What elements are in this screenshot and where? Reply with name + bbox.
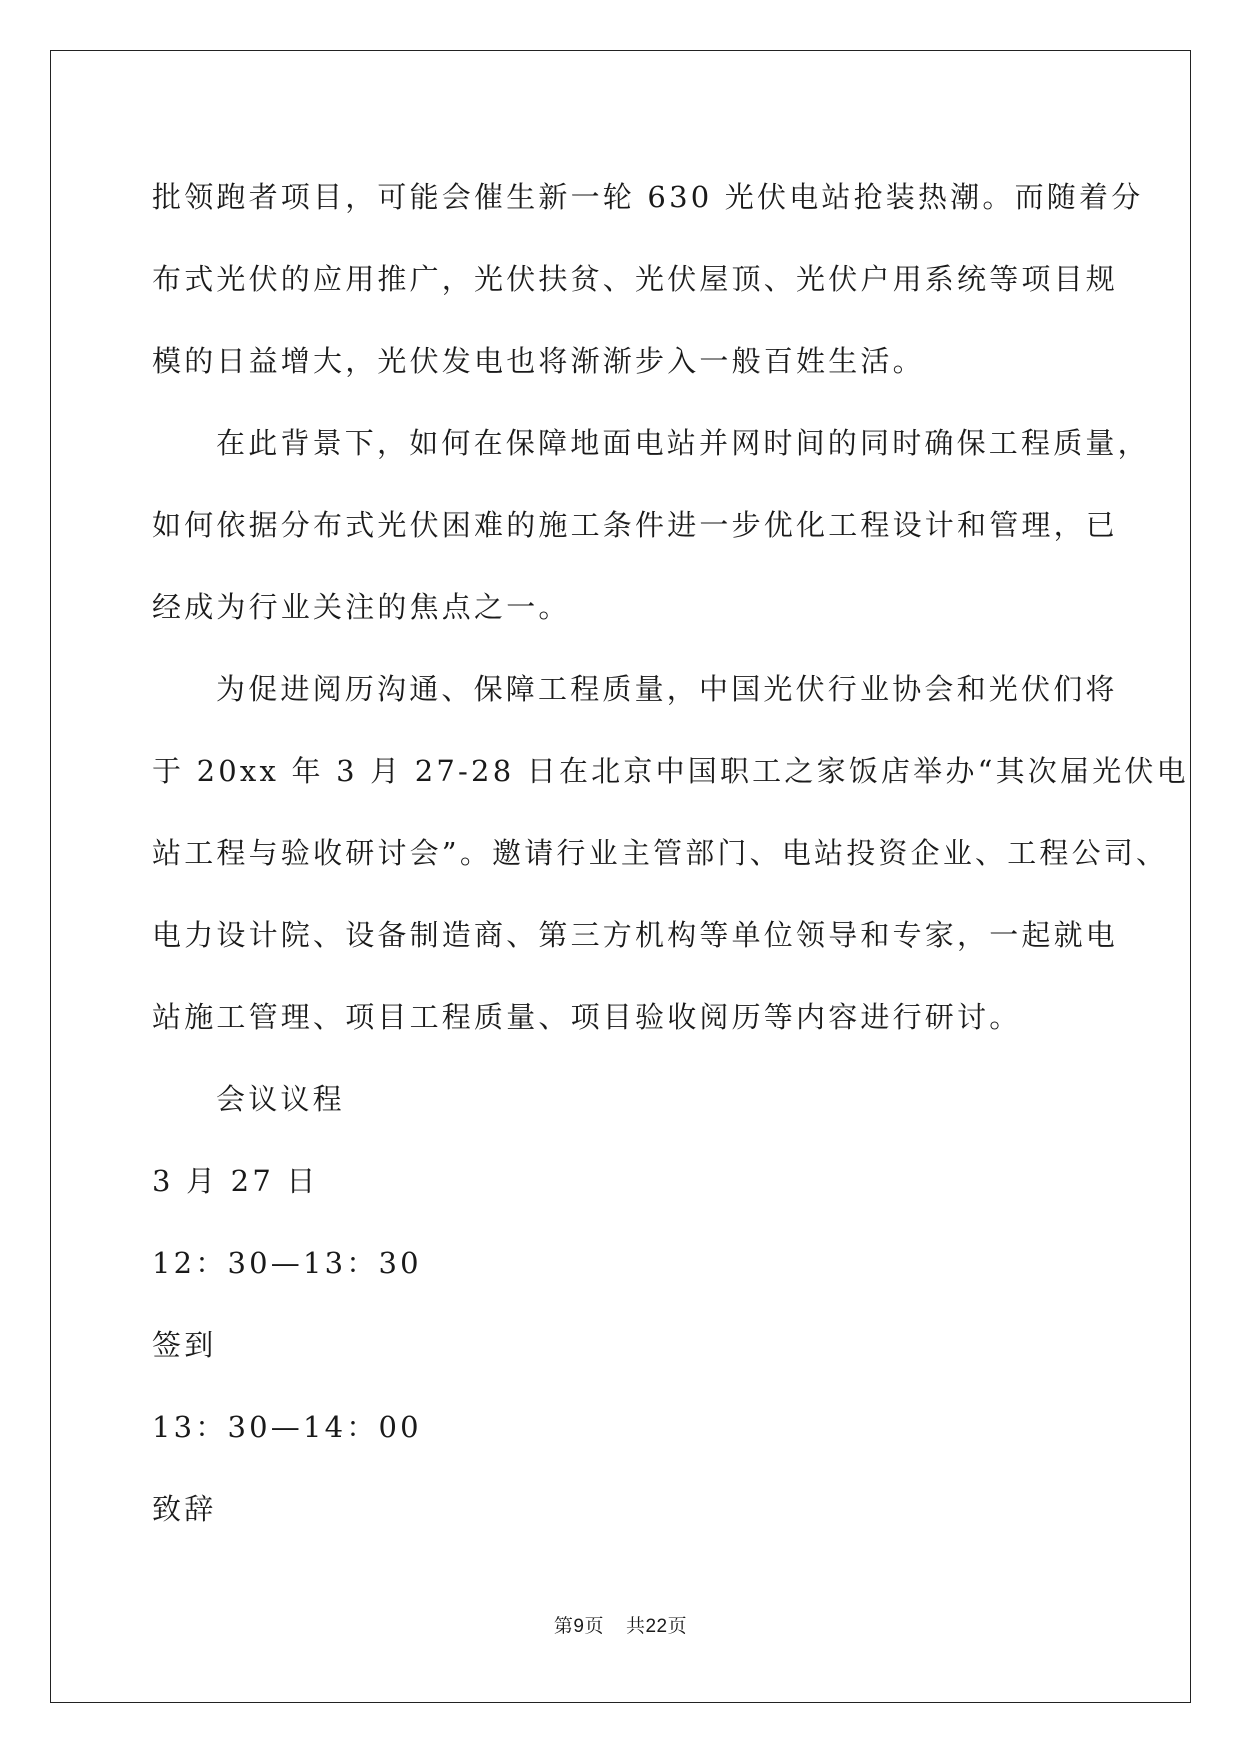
document-body <box>152 168 1189 1550</box>
page-suffix: 页 <box>584 1615 604 1637</box>
agenda-heading: 会议议程 <box>216 1082 345 1116</box>
text-line: 布式光伏的应用推广，光伏扶贫、光伏屋顶、光伏户用系统等项目规 <box>152 262 1119 296</box>
agenda-time: 12：30—13：30 <box>152 1246 422 1280</box>
total-pages: 22 <box>645 1616 668 1637</box>
text-line: 站工程与验收研讨会”。邀请行业主管部门、电站投资企业、工程公司、 <box>152 836 1169 870</box>
agenda-item: 签到 <box>152 1328 217 1362</box>
text-line: 电力设计院、设备制造商、第三方机构等单位领导和专家，一起就电 <box>152 918 1119 952</box>
agenda-date: 3 月 27 日 <box>152 1164 319 1198</box>
page-number: 9 <box>573 1616 585 1637</box>
total-prefix: 共 <box>625 1615 646 1637</box>
text-line: 为促进阅历沟通、保障工程质量，中国光伏行业协会和光伏们将 <box>216 672 1118 706</box>
text-line: 站施工管理、项目工程质量、项目验收阅历等内容进行研讨。 <box>152 1000 1022 1034</box>
agenda-item: 致辞 <box>152 1492 217 1526</box>
text-line: 批领跑者项目，可能会催生新一轮 630 光伏电站抢装热潮。而随着分 <box>152 180 1144 214</box>
page-footer <box>0 1611 1241 1638</box>
text-line: 经成为行业关注的焦点之一。 <box>152 590 571 624</box>
text-line: 模的日益增大，光伏发电也将渐渐步入一般百姓生活。 <box>152 344 925 378</box>
total-suffix: 页 <box>667 1615 688 1637</box>
agenda-time: 13：30—14：00 <box>152 1410 422 1444</box>
text-line: 如何依据分布式光伏困难的施工条件进一步优化工程设计和管理，已 <box>152 508 1119 542</box>
page-prefix: 第 <box>553 1615 574 1637</box>
text-line: 在此背景下，如何在保障地面电站并网时间的同时确保工程质量， <box>216 426 1150 460</box>
text-line: 于 20xx 年 3 月 27-28 日在北京中国职工之家饭店举办“其次届光伏电 <box>152 754 1189 788</box>
